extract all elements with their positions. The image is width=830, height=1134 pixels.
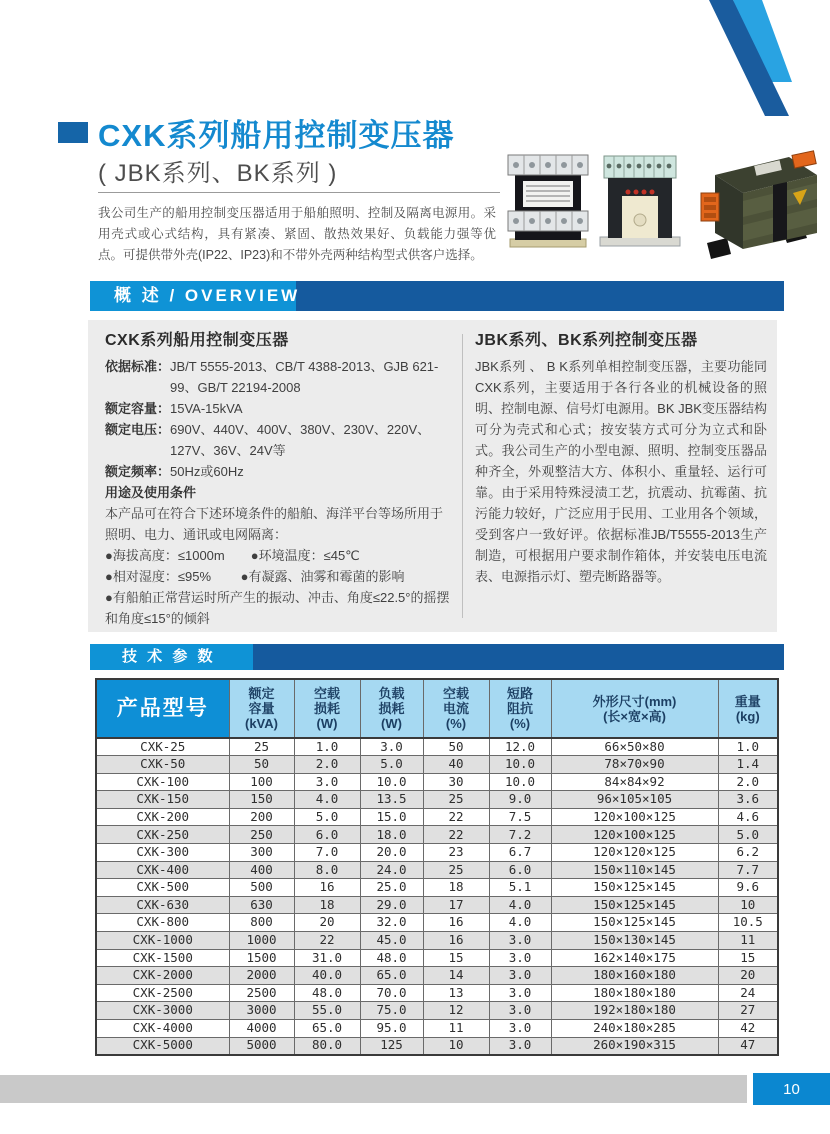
cell-value: 3.6 [718,791,778,809]
col-header-line: 重量 [734,693,761,709]
cell-value: 12.0 [489,738,551,756]
cell-value: 65.0 [294,1020,360,1038]
cell-value: 120×100×125 [551,826,718,844]
cell-value: 22 [423,826,489,844]
cell-value: 400 [229,861,294,879]
cell-value: 20 [294,914,360,932]
cell-value: 500 [229,879,294,897]
page-title: CXK系列船用控制变压器 [98,118,455,153]
cell-value: 2000 [229,967,294,985]
spec-row [105,419,455,461]
col-header-line: 负载 [378,686,405,701]
cell-value: 150×125×145 [551,879,718,897]
usage-line: ●相对湿度：≤95% ●有凝露、油雾和霉菌的影响 [105,569,405,584]
spec-value: 50Hz或60Hz [170,464,244,479]
table-row [96,914,778,932]
tech-bar-label: 技 术 参 数 [122,648,216,665]
cell-value: 47 [718,1037,778,1055]
cell-model: CXK-50 [96,756,229,774]
overview-section-bar [90,281,784,311]
cell-value: 260×190×315 [551,1037,718,1055]
cell-value: 7.2 [489,826,551,844]
cell-value: 1.0 [718,738,778,756]
jbk-series-paragraph: JBK系列 、 B K系列单相控制变压器，主要功能同CXK系列，主要适用于各行各业的机械设备的照明、控制电源、信号灯电源用。BK JBK变压器结构可分为壳式和心式；按安装方式可分为立式和卧式。我公司生产的小型电源、照明、控制变压器品种齐全，外观整洁大方、体积小、重量轻、运行可靠。由于采用特殊浸渍工艺，抗震动、抗霉菌、抗污能力较好，广泛应用于民用、工业用各个领域，受到客户一致好评。依据标准JB/T5555-2013生产制造，可根据用户要求制作箱体，并安装电压电流表、电源指示灯、塑壳断路器等。 [475,359,767,584]
cell-value: 3.0 [489,1002,551,1020]
table-row [96,1002,778,1020]
cell-model: CXK-1000 [96,932,229,950]
usage-line: 本产品可在符合下述环境条件的船舶、海洋平台等场所用于照明、电力、通讯或电网隔离： [105,506,444,542]
col-header [360,679,423,738]
table-row [96,932,778,950]
spec-label: 依据标准： [105,359,171,374]
cell-value: 27 [718,1002,778,1020]
cell-value: 13.5 [360,791,423,809]
cxk-spec-list [105,356,455,482]
col-header-line: (W) [316,716,338,731]
cell-value: 5000 [229,1037,294,1055]
col-header-line: 外形尺寸(mm) [592,693,677,709]
cell-value: 45.0 [360,932,423,950]
cell-value: 10.0 [360,773,423,791]
cell-value: 10 [423,1037,489,1055]
cell-value: 4.0 [489,896,551,914]
table-row [96,844,778,862]
cxk-series-heading: CXK系列船用控制变压器 [105,332,289,349]
cell-value: 12 [423,1002,489,1020]
cell-model: CXK-2000 [96,967,229,985]
cell-value: 1.0 [294,738,360,756]
col-header-line: (W) [381,716,402,731]
cell-value: 50 [423,738,489,756]
cell-value: 10.0 [489,773,551,791]
title-divider [98,192,500,193]
cell-value: 125 [360,1037,423,1055]
cell-value: 250 [229,826,294,844]
cell-value: 3.0 [489,949,551,967]
cell-value: 162×140×175 [551,949,718,967]
cell-value: 16 [294,879,360,897]
cell-model: CXK-5000 [96,1037,229,1055]
cell-value: 11 [718,932,778,950]
cell-model: CXK-250 [96,826,229,844]
page-subtitle: ( JBK系列、BK系列 ) [98,160,338,187]
tech-params-section-bar [90,644,784,670]
cell-value: 180×160×180 [551,967,718,985]
cell-value: 20 [718,967,778,985]
col-header-line: 损耗 [378,701,405,716]
spec-label: 额定容量： [105,401,171,416]
table-row [96,879,778,897]
cell-model: CXK-25 [96,738,229,756]
cell-value: 20.0 [360,844,423,862]
cell-model: CXK-4000 [96,1020,229,1038]
overview-bar-label: 概 述 / OVERVIEW [114,286,301,305]
col-header [718,679,778,738]
cell-value: 1.4 [718,756,778,774]
spec-value: JB/T 5555-2013、CB/T 4388-2013、GJB 621-99、GB/T 22194-2008 [170,359,439,395]
cell-value: 13 [423,984,489,1002]
cell-value: 180×180×180 [551,984,718,1002]
cell-value: 78×70×90 [551,756,718,774]
spec-row [105,461,455,482]
cell-value: 3.0 [489,932,551,950]
cell-value: 66×50×80 [551,738,718,756]
cell-model: CXK-300 [96,844,229,862]
usage-line: ●海拔高度：≤1000m ●环境温度：≤45℃ [105,548,360,563]
col-header-line: (%) [445,716,467,731]
table-row [96,773,778,791]
spec-label: 额定电压： [105,422,171,437]
usage-heading: 用途及使用条件 [105,485,197,500]
cell-value: 31.0 [294,949,360,967]
col-header [551,679,718,738]
cell-model: CXK-630 [96,896,229,914]
cell-value: 300 [229,844,294,862]
cell-value: 150×125×145 [551,914,718,932]
col-header-line: 容量 [248,701,275,716]
cell-value: 3.0 [294,773,360,791]
cell-value: 2.0 [718,773,778,791]
cell-value: 192×180×180 [551,1002,718,1020]
col-header-line: 空载 [442,686,469,701]
col-header-line: (kg) [735,708,760,724]
cell-model: CXK-100 [96,773,229,791]
table-row [96,738,778,756]
table-row [96,861,778,879]
cell-value: 29.0 [360,896,423,914]
cell-value: 25 [229,738,294,756]
cell-value: 3.0 [489,1037,551,1055]
cell-value: 24 [718,984,778,1002]
cell-value: 65.0 [360,967,423,985]
cell-value: 150×125×145 [551,896,718,914]
col-header-line: 阻抗 [506,701,533,716]
cell-value: 120×120×125 [551,844,718,862]
cell-value: 5.0 [360,756,423,774]
col-header-line: 额定 [248,686,275,701]
cell-model: CXK-500 [96,879,229,897]
cell-value: 9.6 [718,879,778,897]
cell-value: 40 [423,756,489,774]
col-header-line: (%) [509,716,531,731]
table-row [96,896,778,914]
col-header-line: 空载 [313,686,340,701]
usage-list [105,503,455,629]
table-row [96,949,778,967]
table-row [96,1020,778,1038]
col-header-model [96,679,229,738]
cell-value: 15.0 [360,808,423,826]
spec-row [105,398,455,419]
cell-value: 6.7 [489,844,551,862]
cell-value: 240×180×285 [551,1020,718,1038]
cell-value: 18 [423,879,489,897]
overview-right-column [475,330,767,587]
spec-value: 690V、440V、400V、380V、230V、220V、127V、36V、24V等 [170,422,431,458]
cell-value: 22 [294,932,360,950]
cell-value: 2500 [229,984,294,1002]
overview-panel [88,320,777,632]
cell-value: 48.0 [360,949,423,967]
col-header-line: (长×宽×高) [603,708,666,724]
cell-value: 24.0 [360,861,423,879]
cell-value: 14 [423,967,489,985]
cell-value: 15 [423,949,489,967]
table-row [96,791,778,809]
cell-value: 150×130×145 [551,932,718,950]
product-photos [500,133,830,268]
usage-line: ●有船舶正常营运时所产生的振动、冲击、角度≤22.5°的摇摆和角度≤15°的倾斜 [105,590,450,626]
cell-value: 150×110×145 [551,861,718,879]
col-header [229,679,294,738]
spec-row [105,356,455,398]
cell-model: CXK-400 [96,861,229,879]
cell-value: 150 [229,791,294,809]
cell-value: 6.0 [489,861,551,879]
cell-model: CXK-1500 [96,949,229,967]
cell-value: 1000 [229,932,294,950]
cell-value: 16 [423,932,489,950]
cell-value: 22 [423,808,489,826]
cell-value: 5.1 [489,879,551,897]
col-header [423,679,489,738]
cell-value: 80.0 [294,1037,360,1055]
cell-value: 10.0 [489,756,551,774]
cell-value: 42 [718,1020,778,1038]
cell-value: 800 [229,914,294,932]
table-row [96,984,778,1002]
table-row [96,967,778,985]
cell-value: 84×84×92 [551,773,718,791]
cell-value: 7.5 [489,808,551,826]
cell-model: CXK-2500 [96,984,229,1002]
spec-value: 15VA-15kVA [170,401,243,416]
cell-value: 17 [423,896,489,914]
overview-left-column [105,330,455,629]
cell-value: 10 [718,896,778,914]
cell-value: 23 [423,844,489,862]
cell-value: 630 [229,896,294,914]
cell-model: CXK-200 [96,808,229,826]
cell-model: CXK-150 [96,791,229,809]
col-header-line: 产品型号 [116,696,209,720]
cell-value: 8.0 [294,861,360,879]
page-number-badge [753,1073,830,1105]
cell-value: 25 [423,861,489,879]
cell-value: 75.0 [360,1002,423,1020]
cell-model: CXK-3000 [96,1002,229,1020]
cell-value: 6.2 [718,844,778,862]
cell-value: 6.0 [294,826,360,844]
cell-value: 5.0 [294,808,360,826]
cell-value: 120×100×125 [551,808,718,826]
cell-value: 95.0 [360,1020,423,1038]
spec-table [95,678,779,1056]
cell-value: 9.0 [489,791,551,809]
col-header-line: 短路 [506,686,533,701]
cell-value: 10.5 [718,914,778,932]
cell-value: 70.0 [360,984,423,1002]
jbk-series-heading: JBK系列、BK系列控制变压器 [475,332,698,349]
cell-value: 96×105×105 [551,791,718,809]
cell-value: 48.0 [294,984,360,1002]
cell-value: 3.0 [489,984,551,1002]
table-row [96,1037,778,1055]
cell-value: 1500 [229,949,294,967]
cell-value: 30 [423,773,489,791]
col-header-line: (kVA) [245,716,278,731]
cell-value: 2.0 [294,756,360,774]
cell-value: 32.0 [360,914,423,932]
table-row [96,826,778,844]
cell-value: 4.0 [294,791,360,809]
cell-value: 25 [423,791,489,809]
intro-paragraph: 我公司生产的船用控制变压器适用于船舶照明、控制及隔离电源用。采用壳式或心式结构，具有紧凑、紧固、散热效果好、负载能力强等优点。可提供带外壳(IP22、IP23)和不带外壳两种结构型式供客户选择。 [98,206,496,262]
cell-value: 18.0 [360,826,423,844]
cell-value: 50 [229,756,294,774]
cell-value: 3.0 [360,738,423,756]
cell-value: 4.6 [718,808,778,826]
cell-value: 100 [229,773,294,791]
cell-value: 15 [718,949,778,967]
table-row [96,756,778,774]
page-number: 10 [783,1080,800,1098]
cell-value: 25.0 [360,879,423,897]
product-photo-bk-twin-transformer [685,135,830,265]
col-header [294,679,360,738]
product-photo-jbk-transformer [598,150,682,250]
cell-value: 7.0 [294,844,360,862]
cell-value: 4.0 [489,914,551,932]
product-photo-cxk-transformer [505,148,591,250]
cell-model: CXK-800 [96,914,229,932]
cell-value: 4000 [229,1020,294,1038]
spec-table-header-row [96,679,778,738]
cell-value: 18 [294,896,360,914]
cell-value: 3.0 [489,967,551,985]
cell-value: 40.0 [294,967,360,985]
cell-value: 7.7 [718,861,778,879]
cell-value: 3000 [229,1002,294,1020]
cell-value: 200 [229,808,294,826]
cell-value: 11 [423,1020,489,1038]
col-header-line: 损耗 [313,701,340,716]
cell-value: 16 [423,914,489,932]
cell-value: 5.0 [718,826,778,844]
col-header-line: 电流 [442,701,469,716]
spec-table-body [96,738,778,1055]
title-accent-square [58,122,88,143]
spec-label: 额定频率： [105,464,171,479]
cell-value: 55.0 [294,1002,360,1020]
column-divider [462,334,463,618]
cell-value: 3.0 [489,1020,551,1038]
footer-bar [0,1075,747,1103]
col-header [489,679,551,738]
corner-ribbon-decoration [680,0,830,130]
table-row [96,808,778,826]
